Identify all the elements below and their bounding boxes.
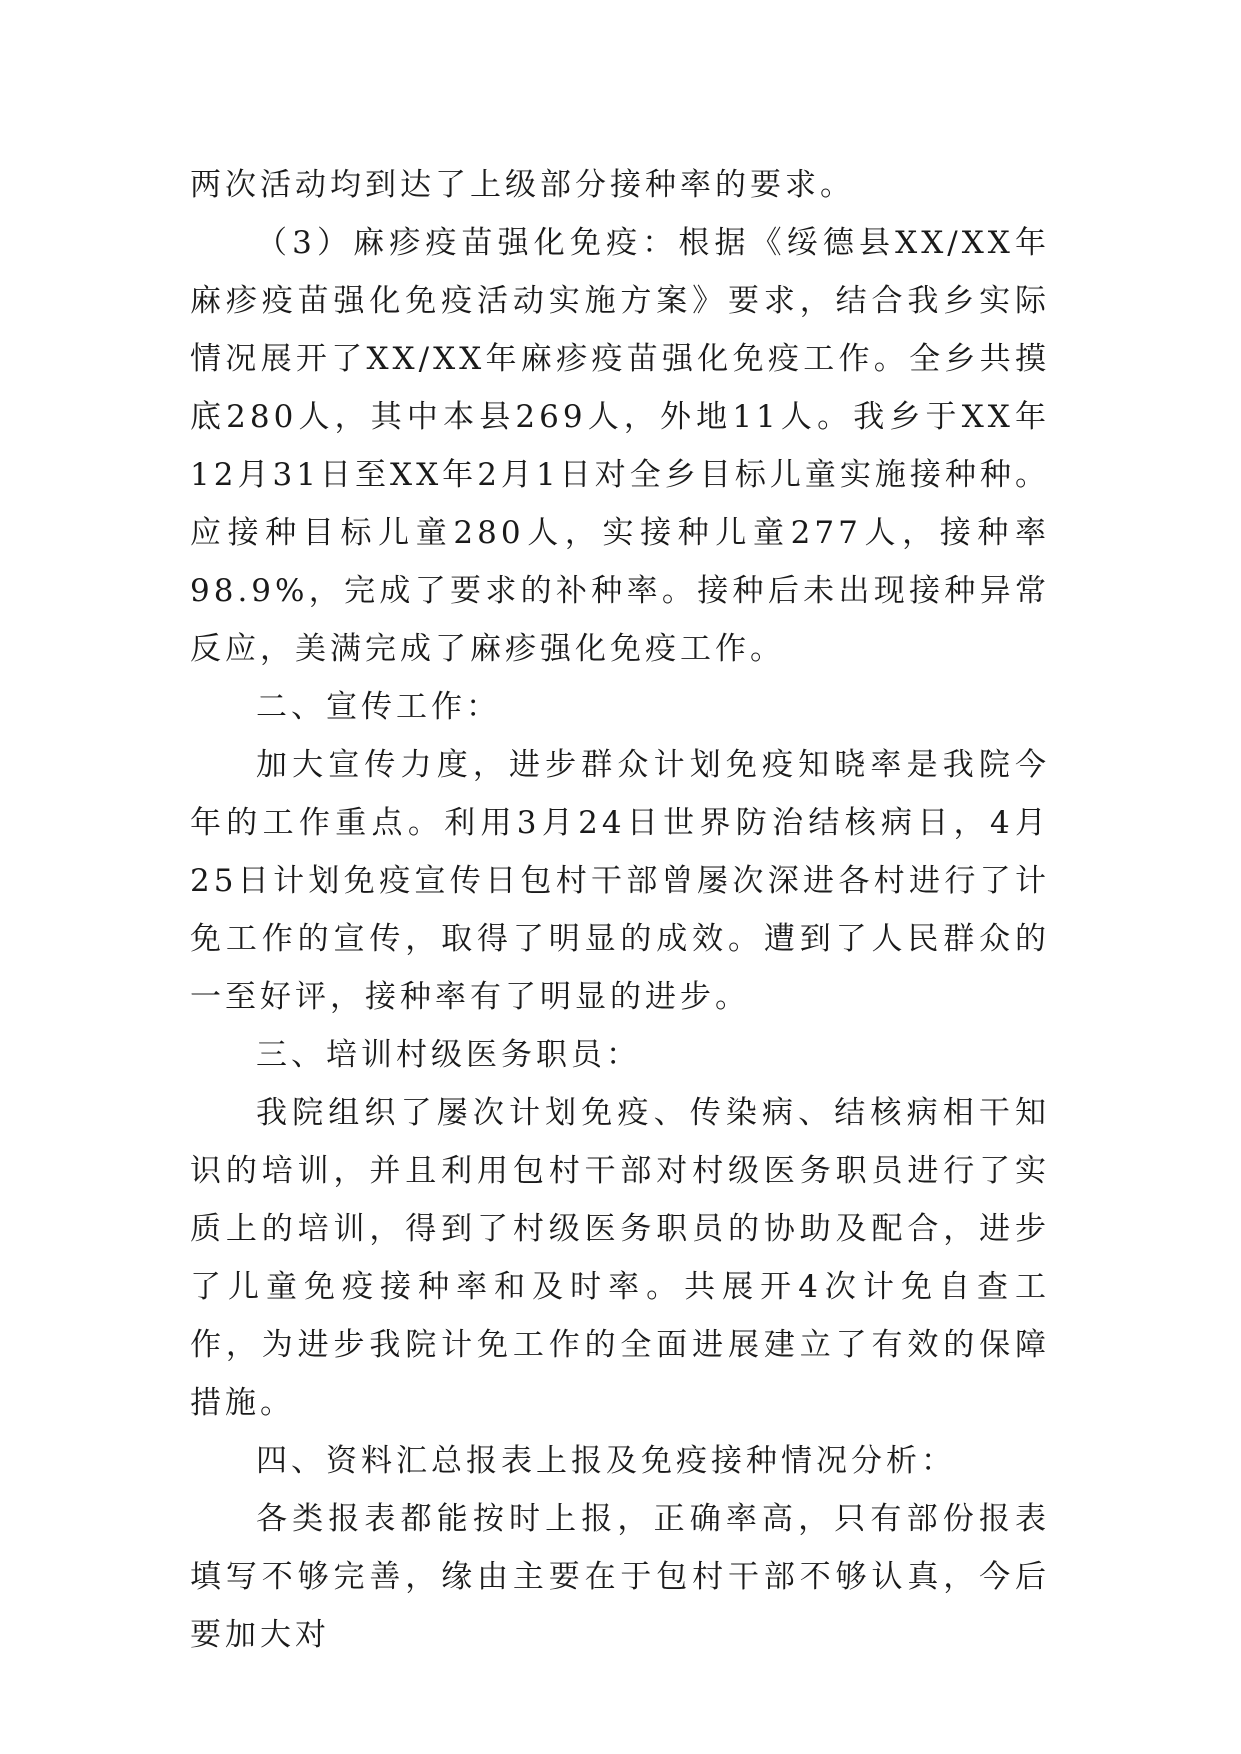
document-body bbox=[190, 156, 1050, 1664]
paragraph-reports: 各类报表都能按时上报，正确率高，只有部份报表填写不够完善，缘由主要在于包村干部不够认真，今后要加大对 bbox=[190, 1501, 1050, 1653]
paragraph-measles-vaccination: （3）麻疹疫苗强化免疫：根据《绥德县XX/XX年麻疹疫苗强化免疫活动实施方案》要求，结合我乡实际情况展开了XX/XX年麻疹疫苗强化免疫工作。全乡共摸底280人，其中本县269人，外地11人。我乡于XX年12月31日至XX年2月1日对全乡目标儿童实施接种种。应接种目标儿童280人，实接种儿童277人，接种率98.9%，完成了要求的补种率。接种后未出现接种异常反应，美满完成了麻疹强化免疫工作。 bbox=[190, 225, 1050, 667]
section-heading-training: 三、培训村级医务职员： bbox=[256, 1037, 641, 1073]
paragraph-continuation: 两次活动均到达了上级部分接种率的要求。 bbox=[190, 167, 855, 203]
paragraph-training: 我院组织了屡次计划免疫、传染病、结核病相干知识的培训，并且利用包村干部对村级医务职员进行了实质上的培训，得到了村级医务职员的协助及配合，进步了儿童免疫接种率和及时率。共展开4次计免自查工作，为进步我院计免工作的全面进展建立了有效的保障措施。 bbox=[190, 1095, 1050, 1421]
section-heading-publicity: 二、宣传工作： bbox=[256, 689, 501, 725]
section-heading-reports: 四、资料汇总报表上报及免疫接种情况分析： bbox=[256, 1443, 956, 1479]
paragraph-publicity: 加大宣传力度，进步群众计划免疫知晓率是我院今年的工作重点。利用3月24日世界防治结核病日，4月25日计划免疫宣传日包村干部曾屡次深进各村进行了计免工作的宣传，取得了明显的成效。遭到了人民群众的一至好评，接种率有了明显的进步。 bbox=[190, 747, 1050, 1015]
